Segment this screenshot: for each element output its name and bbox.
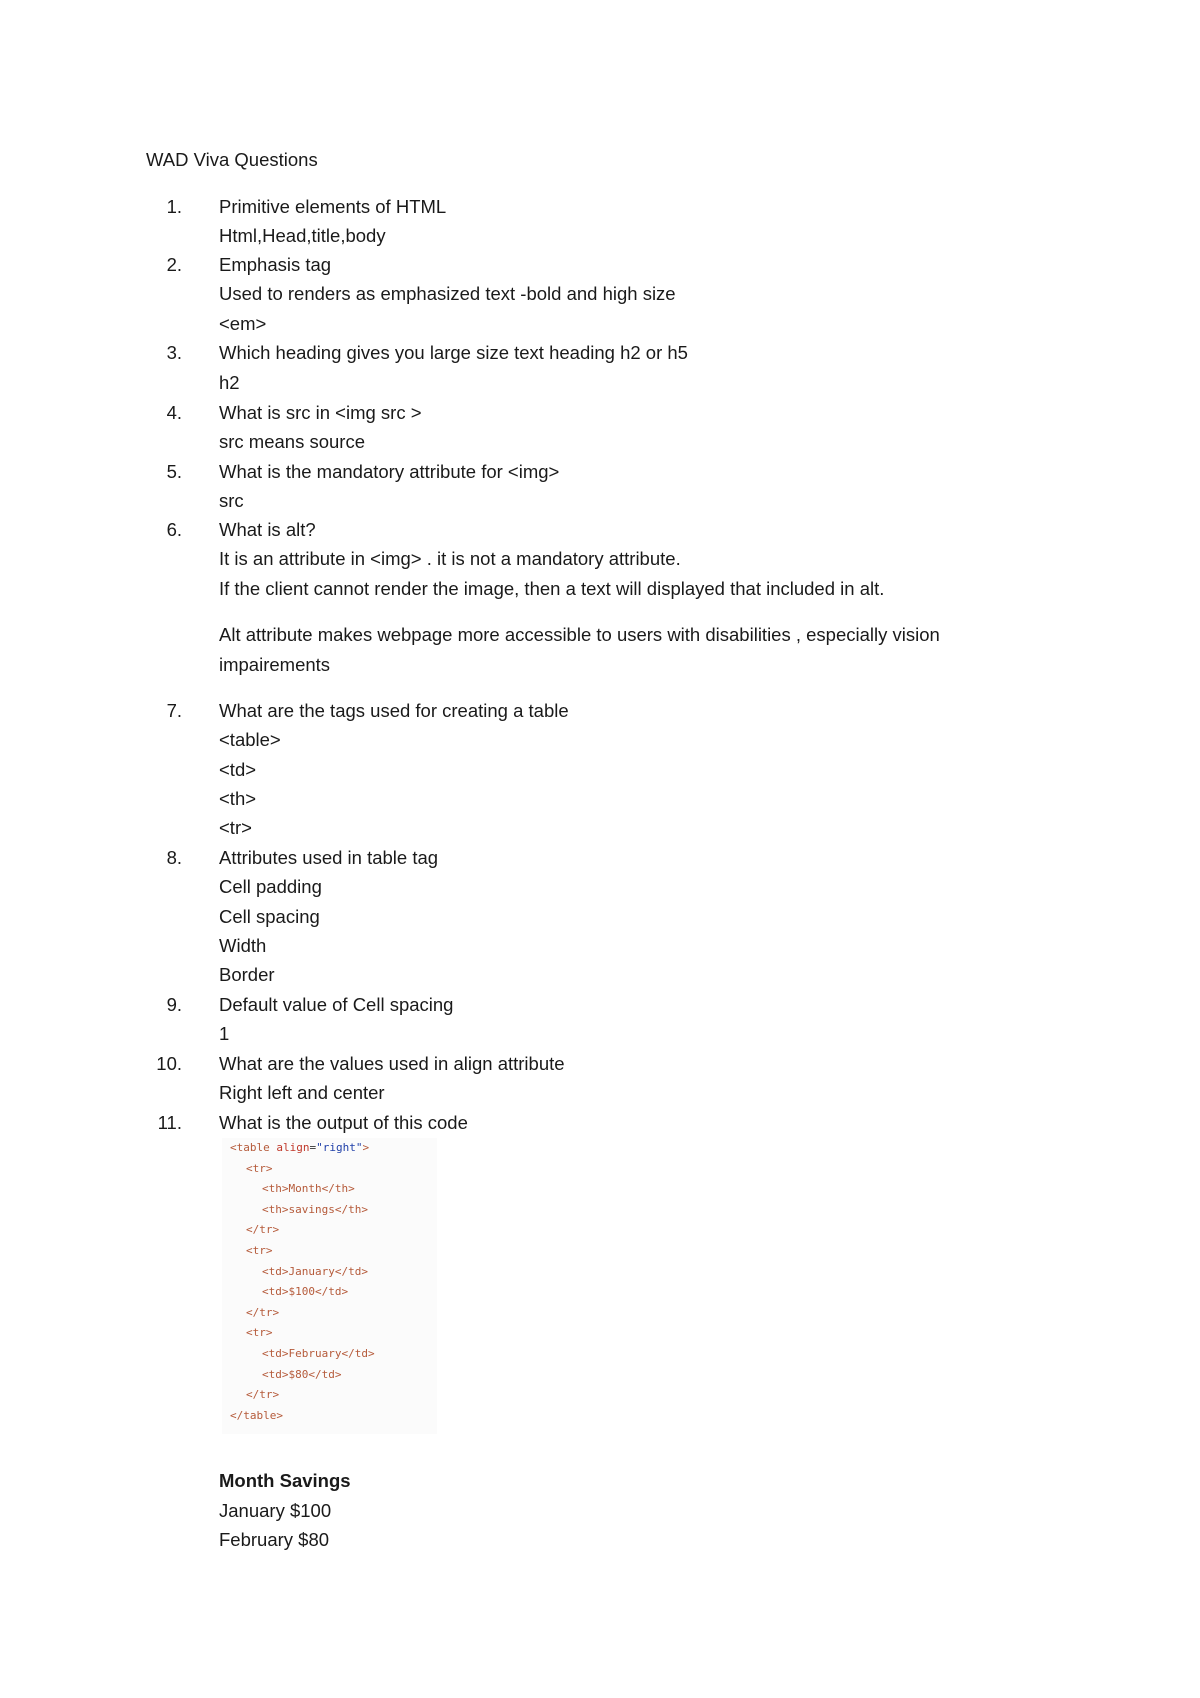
answer-text: Used to renders as emphasized text -bold and high size — [219, 283, 676, 304]
answer-text: Border — [219, 964, 275, 985]
answer-text: If the client cannot render the image, then a text will displayed that included in alt. — [219, 578, 885, 599]
code-line: <table align="right"> — [230, 1141, 370, 1154]
page-title: WAD Viva Questions — [146, 149, 318, 170]
question-number: 7. — [166, 700, 182, 721]
question-text: What are the values used in align attribute — [219, 1053, 565, 1074]
code-line: </tr> — [246, 1223, 280, 1237]
answer-text: It is an attribute in <img> . it is not a mandatory attribute. — [219, 548, 681, 569]
question-text: What are the tags used for creating a table — [219, 700, 569, 721]
answer-text: src means source — [219, 431, 365, 452]
code-line: <td>February</td> — [262, 1347, 375, 1360]
answer-text: <table> — [219, 729, 281, 750]
question-number: 11. — [157, 1112, 182, 1133]
answer-text: <em> — [219, 313, 267, 334]
answer-text: Cell padding — [219, 876, 322, 897]
answer-text: Cell spacing — [219, 906, 320, 927]
question-number: 4. — [166, 402, 182, 423]
code-line: <th>Month</th> — [262, 1182, 355, 1196]
code-output — [219, 1466, 351, 1555]
answer-text: <tr> — [219, 817, 252, 838]
output-row: January $100 — [219, 1499, 332, 1521]
question-text: What is the output of this code — [219, 1112, 468, 1133]
code-line: <tr> — [246, 1326, 273, 1340]
answer-paragraph: Alt attribute makes webpage more accessible to users with disabilities , especially vision impairements — [219, 624, 940, 675]
code-line: <td>$80</td> — [262, 1367, 342, 1381]
question-number: 10. — [156, 1053, 182, 1074]
answer-text: <td> — [219, 759, 257, 780]
code-line: <td>$100</td> — [262, 1285, 349, 1299]
question-number: 1. — [166, 196, 182, 217]
code-line: <th>savings</th> — [262, 1202, 368, 1216]
answer-text: 1 — [219, 1023, 230, 1044]
question-number: 2. — [166, 254, 182, 275]
answer-text: Right left and center — [219, 1082, 385, 1103]
question-text: What is src in <img src > — [219, 402, 422, 423]
output-header: Month Savings — [219, 1470, 351, 1491]
question-text: Which heading gives you large size text heading h2 or h5 — [219, 342, 688, 363]
answer-text: Width — [219, 935, 267, 956]
question-text: Default value of Cell spacing — [219, 994, 454, 1015]
question-number: 3. — [166, 342, 182, 363]
answer-text: h2 — [219, 372, 240, 393]
question-number: 5. — [166, 461, 182, 482]
question-number: 8. — [166, 847, 182, 868]
question-text: What is alt? — [219, 519, 316, 540]
question-text: Primitive elements of HTML — [219, 196, 447, 217]
code-line: </table> — [230, 1408, 283, 1422]
code-snippet-image — [222, 1138, 437, 1434]
question-text: Emphasis tag — [219, 254, 332, 275]
answer-text: <th> — [219, 788, 257, 809]
code-line: <tr> — [246, 1161, 273, 1175]
code-line: <td>January</td> — [262, 1264, 368, 1278]
question-text: What is the mandatory attribute for <img> — [219, 461, 560, 482]
answer-text: src — [219, 490, 244, 511]
question-number: 9. — [166, 994, 182, 1015]
answer-text: Html,Head,title,body — [219, 225, 386, 246]
code-line: </tr> — [246, 1305, 280, 1319]
output-row: February $80 — [219, 1529, 330, 1550]
question-text: Attributes used in table tag — [219, 847, 439, 868]
code-line: </tr> — [246, 1388, 280, 1402]
code-line: <tr> — [246, 1244, 273, 1257]
question-number: 6. — [166, 519, 182, 540]
